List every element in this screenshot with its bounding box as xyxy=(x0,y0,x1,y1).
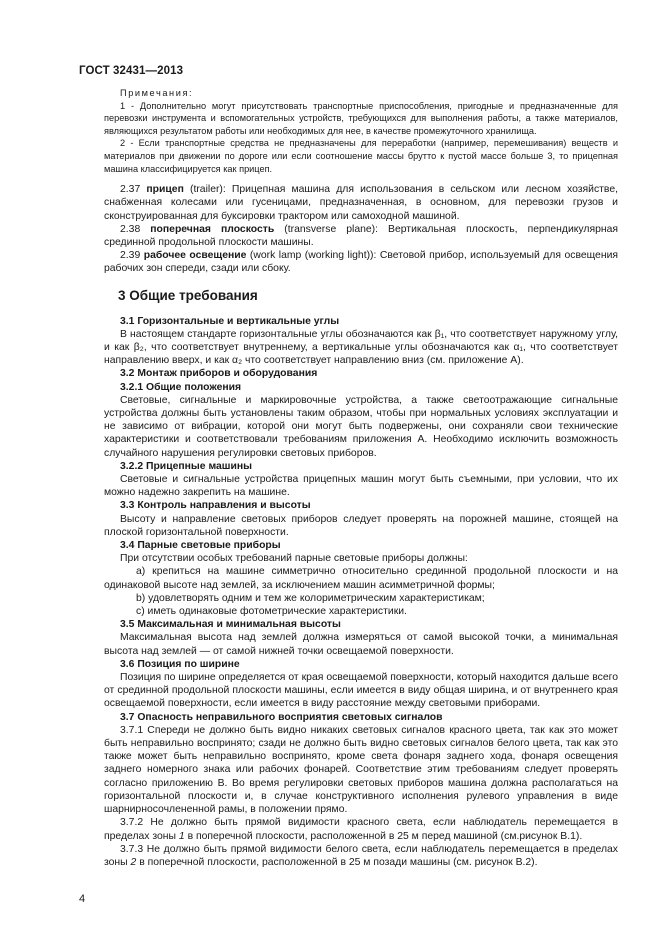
paragraph-3-3: Высоту и направление световых приборов следует проверять на порожней машине, стоящей на плоской горизонтальной поверхности. xyxy=(104,513,618,538)
paragraph-3-5: Максимальная высота над землей должна измеряться от самой высокой точки, а минимальная высота над землей — от самой нижней точки освещаемой поверхности. xyxy=(104,632,618,657)
notes-title: Примечания: xyxy=(120,88,194,98)
heading-3-4: 3.4 Парные световые приборы xyxy=(120,540,281,552)
definition-2-39: 2.39 рабочее освещение (work lamp (working light)): Световой прибор, используемый для освещения рабочих зон спереди, сзади или сбоку. xyxy=(104,250,619,275)
standard-header: ГОСТ 32431—2013 xyxy=(79,65,184,77)
term-trailer: прицеп xyxy=(146,184,184,196)
definition-2-37: 2.37 прицеп (trailer): Прицепная машина для использования в сельском или лесном хозяйстве, снабженная колесами или гусеницами, предназначенная, в основном, для перевозки грузов и сконструированная для буксировки трактором или самоходной машиной. xyxy=(104,184,619,222)
heading-3-2-2: 3.2.2 Прицепные машины xyxy=(120,460,252,472)
heading-3-5: 3.5 Максимальная и минимальная высоты xyxy=(120,619,341,631)
definition-2-38: 2.38 поперечная плоскость (transverse plane): Вертикальная плоскость, перпендикулярная срединной продольной плоскости машины. xyxy=(104,223,619,248)
page-number: 4 xyxy=(79,893,86,905)
paragraph-3-4: При отсутствии особых требований парные световые приборы должны: xyxy=(120,553,468,565)
heading-3-2-1: 3.2.1 Общие положения xyxy=(120,381,242,393)
section-3-body xyxy=(104,315,618,870)
definitions xyxy=(104,183,618,275)
paragraph-3-7-1: 3.7.1 Спереди не должно быть видно никаких световых сигналов красного цвета, так как это может быть неправильно воспринято; сзади не должно быть видно световых сигналов белого цвета, так как это также может быть неправильно воспринято, кроме света фонаря заднего хода, фонаря освещения заднего номерного знака или рабочих фонарей. Соответствие этим требованиям следует проверять согласно приложению В. Во время регулировки световых приборов машина должна располагаться на горизонтальной плоскости и, в случае конструктивного исполнения рулевого управления в виде шарнирносочлененной рамы, в положении прямо. xyxy=(104,724,618,816)
paragraph-3-7-2: 3.7.2 Не должно быть прямой видимости красного света, если наблюдатель перемещается в пределах зоны 1 в поперечной плоскости, расположенной в 25 м перед машиной (см.рисунок В.1). xyxy=(104,817,618,842)
paragraph-3-1: В настоящем стандарте горизонтальные углы обозначаются как β₁, что соответствует наружному углу, и как β₂, что соответствует внутреннему, а вертикальные углы обозначаются как α₁, что соответствует направлению вверх, и как α₂ что соответствует направлению вниз (см. приложение А). xyxy=(104,328,618,367)
notes-block xyxy=(104,87,618,175)
heading-3-7: 3.7 Опасность неправильного восприятия световых сигналов xyxy=(120,711,443,723)
term-work-lamp: рабочее освещение xyxy=(143,250,247,262)
term-transverse-plane: поперечная плоскость xyxy=(150,223,275,235)
note-2: 2 - Если транспортные средства не предназначены для переработки (например, перемешивания) веществ и материалов при движении по дороге или если соотношение массы брутто к пустой массе больше 3, то прицепная машина классифицируется как прицеп. xyxy=(104,138,618,174)
heading-3-6: 3.6 Позиция по ширине xyxy=(120,658,240,670)
paragraph-3-2-2: Световые и сигнальные устройства прицепных машин могут быть съемными, при условии, что их можно надежно закрепить на машине. xyxy=(104,474,618,499)
paragraph-3-2-1: Световые, сигнальные и маркировочные устройства, а также светоотражающие сигнальные устройства должны быть установлены таким образом, чтобы при нормальных условиях эксплуатации и не зависимо от вибрации, которой они могут быть подвержены, они сохраняли свои технические характеристики и соответствовали требованиям приложения А. Необходимо исключить возможность случайного нарушения регулировки световых приборов. xyxy=(104,394,618,459)
page-content xyxy=(104,87,618,869)
list-item-b: b) удовлетворять одним и тем же колориметрическим характеристикам; xyxy=(136,592,485,604)
heading-3-3: 3.3 Контроль направления и высоты xyxy=(120,500,311,512)
list-item-c: c) иметь одинаковые фотометрические характеристики. xyxy=(136,606,407,618)
paragraph-3-6: Позиция по ширине определяется от края освещаемой поверхности, который находится дальше всего от срединной продольной плоскости машины, если имеется в виду общая ширина, и от внутреннего края освещаемой поверхности, если имеется в виду расстояние между световыми приборами. xyxy=(104,672,618,710)
list-item-a: а) крепиться на машине симметрично относительно срединной продольной плоскости и на одинаковой высоте над землей, за исключением машин асимметричной формы; xyxy=(104,566,618,591)
section-3-title: 3 Общие требования xyxy=(118,287,258,303)
note-1: 1 - Дополнительно могут присутствовать транспортные приспособления, пригодные и предназначенные для перевозки инструмента и вспомогательных устройств, требующихся для выполнения работы, а также материалов, являющихся результатом работы или необходимых для нее, в качестве промежуточного хранилища. xyxy=(104,100,618,136)
paragraph-3-7-3: 3.7.3 Не должно быть прямой видимости белого света, если наблюдатель перемещается в пределах зоны 2 в поперечной плоскости, расположенной в 25 м позади машины (см. рисунок В.2). xyxy=(104,843,618,868)
heading-3-2: 3.2 Монтаж приборов и оборудования xyxy=(120,368,318,380)
heading-3-1: 3.1 Горизонтальные и вертикальные углы xyxy=(120,315,340,327)
